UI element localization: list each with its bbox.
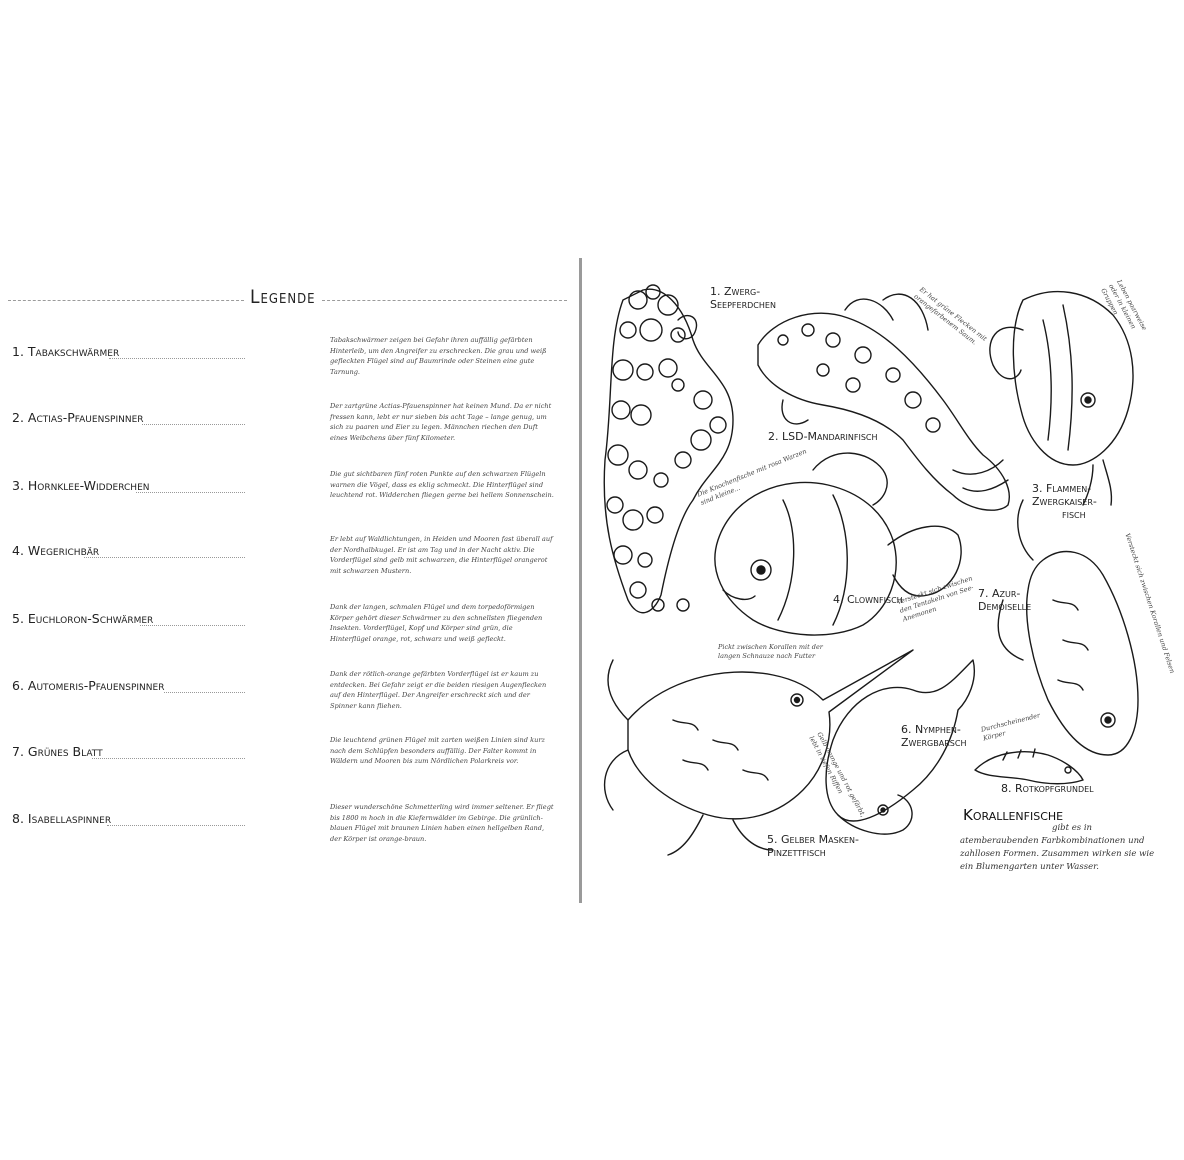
entry-title: 7. Grünes Blatt (12, 744, 103, 759)
entry-title: 8. Isabellaspinner (12, 811, 112, 826)
entry-text: Er lebt auf Waldlichtungen, in Heiden und Mooren fast überall auf der Nordhalbkugel. Er ist am Tag und in der Nacht aktiv. Die Vorderflügel sind gelb mit schwarzen, die Hinterflügel orangerot mit schwarzen Mustern. (330, 535, 553, 575)
entry-leader-line (164, 692, 245, 693)
entry-leader-line (84, 557, 245, 558)
label-line: 2. LSD-Mandarinfisch (768, 430, 878, 443)
label-line: Seepferdchen (710, 298, 776, 311)
angelfish-drawing (990, 292, 1133, 505)
note-butterflyfish: Pickt zwischen Korallen mit der langen Schnauze nach Futter (718, 643, 823, 660)
entry-text: Der zartgrüne Actias-Pfauenspinner hat keinen Mund. Da er nicht fressen kann, lebt er nur sieben bis acht Tage – lange genug, um sich zu paaren und Eier zu legen. Männchen riechen den Duft eines Weibchens über fünf Kilometer. (330, 402, 552, 442)
note-seahorse: Die Knochenfische mit rosa Warzen sind kleine... (695, 447, 808, 507)
entry-text: Dank der rötlich-orange gefärbten Vorderflügel ist er kaum zu entdecken. Bei Gefahr zeigt er die beiden riesigen Augenflecken auf den Hinterflügel. Der Angreifer erschreckt sich und der Spinner kann fliehen. (330, 670, 547, 710)
goby-drawing (975, 749, 1083, 784)
label-goby (1001, 782, 1094, 795)
label-mandarinfish (768, 430, 878, 443)
label-line: Demoiselle (978, 600, 1032, 613)
legend-rule-left (8, 300, 244, 301)
label-line: 5. Gelber Masken- (767, 833, 859, 846)
korallen-title: Korallenfische (963, 806, 1064, 824)
legend-title: Legende (250, 286, 316, 308)
fish-illustration (583, 0, 1160, 1160)
label-line: Zwergkaiser- (1032, 495, 1097, 508)
entry-leader-line (140, 625, 245, 626)
seahorse-drawing (604, 285, 733, 613)
entry-text: Dank der langen, schmalen Flügel und dem torpedoförmigen Körper gehört dieser Schwärmer zu den schnellsten fliegenden Insekten. Vorderflügel, Kopf und Körper sind grün, die Hinterflügel orange, rot, schwarz und weiß gefleckt. (330, 603, 543, 643)
book-spine (579, 258, 582, 903)
label-butterflyfish (767, 833, 859, 859)
note-angelfish: Leben paarweise oder in kleinen Gruppen (1099, 278, 1149, 332)
entry-leader-line (107, 825, 245, 826)
note-dwarf-perch: Gelb orange und rot gefärbt, lebt in tiefen Riffen (807, 730, 868, 819)
entry-text: Die leuchtend grünen Flügel mit zarten weißen Linien sind kurz nach dem Schlüpfen besonders auffällig. Der Falter kommt in Wäldern und Mooren bis zum Nördlichen Polarkreis vor. (330, 736, 545, 765)
entry-title: 6. Automeris-Pfauenspinner (12, 678, 165, 693)
entry-title: 2. Actias-Pfauenspinner (12, 410, 144, 425)
entry-text: Tabakschwärmer zeigen bei Gefahr ihren auffällig gefärbten Hinterleib, um den Angreifer zu erschrecken. Die grau und weiß gefleckten Flügel sind auf Baumrinde oder Steinen eine gute Tarnung. (330, 336, 547, 376)
label-line: 3. Flammen- (1032, 482, 1092, 495)
label-line: fisch (1062, 508, 1086, 521)
note-goby-body: Durchscheinender Körper (980, 711, 1041, 743)
legend-rule-right (322, 300, 567, 301)
note-damselfish: Versteckt sich zwischen Korallen und Felsen (1123, 532, 1177, 675)
label-line: Zwergbarsch (901, 736, 967, 749)
korallen-text: gibt es in atemberaubenden Farbkombinationen und zahllosen Formen. Zusammen wirken sie wie ein Blumengarten unter Wasser. (960, 823, 1155, 872)
label-line: 4. Clownfisch (833, 593, 903, 606)
label-line: 6. Nymphen- (901, 723, 961, 736)
label-seahorse (710, 285, 776, 311)
label-clownfish (833, 593, 903, 606)
entry-title: 5. Euchloron-Schwärmer (12, 611, 154, 626)
legend-page (0, 0, 578, 1160)
label-line: Pinzettfisch (767, 846, 826, 859)
note-mandarinfish: Er hat grüne Flecken mit orangefarbenem Saum. (912, 285, 989, 347)
entry-leader-line (109, 358, 245, 359)
label-line: 1. Zwerg- (710, 285, 761, 298)
butterflyfish-drawing (605, 650, 913, 855)
label-angelfish (1032, 482, 1097, 521)
coloring-page (583, 0, 1177, 1160)
entry-text: Die gut sichtbaren fünf roten Punkte auf den schwarzen Flügeln warnen die Vögel, dass es eklig schmeckt. Die Hinterflügel sind leuchtend rot. Widderchen fliegen gerne bei hellem Sonnenschein. (330, 470, 554, 499)
entry-title: 1. Tabakschwärmer (12, 344, 120, 359)
entry-leader-line (142, 424, 245, 425)
entry-title: 3. Hornklee-Widderchen (12, 478, 150, 493)
entry-title: 4. Wegerichbär (12, 543, 100, 558)
label-line: 7. Azur- (978, 587, 1021, 600)
entry-leader-line (136, 492, 245, 493)
label-dwarf-perch (901, 723, 966, 749)
entry-leader-line (92, 758, 245, 759)
entry-text: Dieser wunderschöne Schmetterling wird immer seltener. Er fliegt bis 1800 m hoch in die Kiefernwälder im Gebirge. Die grünlich-blauen Flügel mit braunen Linien haben einen hellgelben Rand, der Körper ist orange-braun. (330, 803, 554, 843)
note-clownfish: Versteckt sich zwischen den Tentakeln von See-Anemonen (896, 574, 975, 624)
label-line: 8. Rotkopfgrundel (1001, 782, 1094, 795)
